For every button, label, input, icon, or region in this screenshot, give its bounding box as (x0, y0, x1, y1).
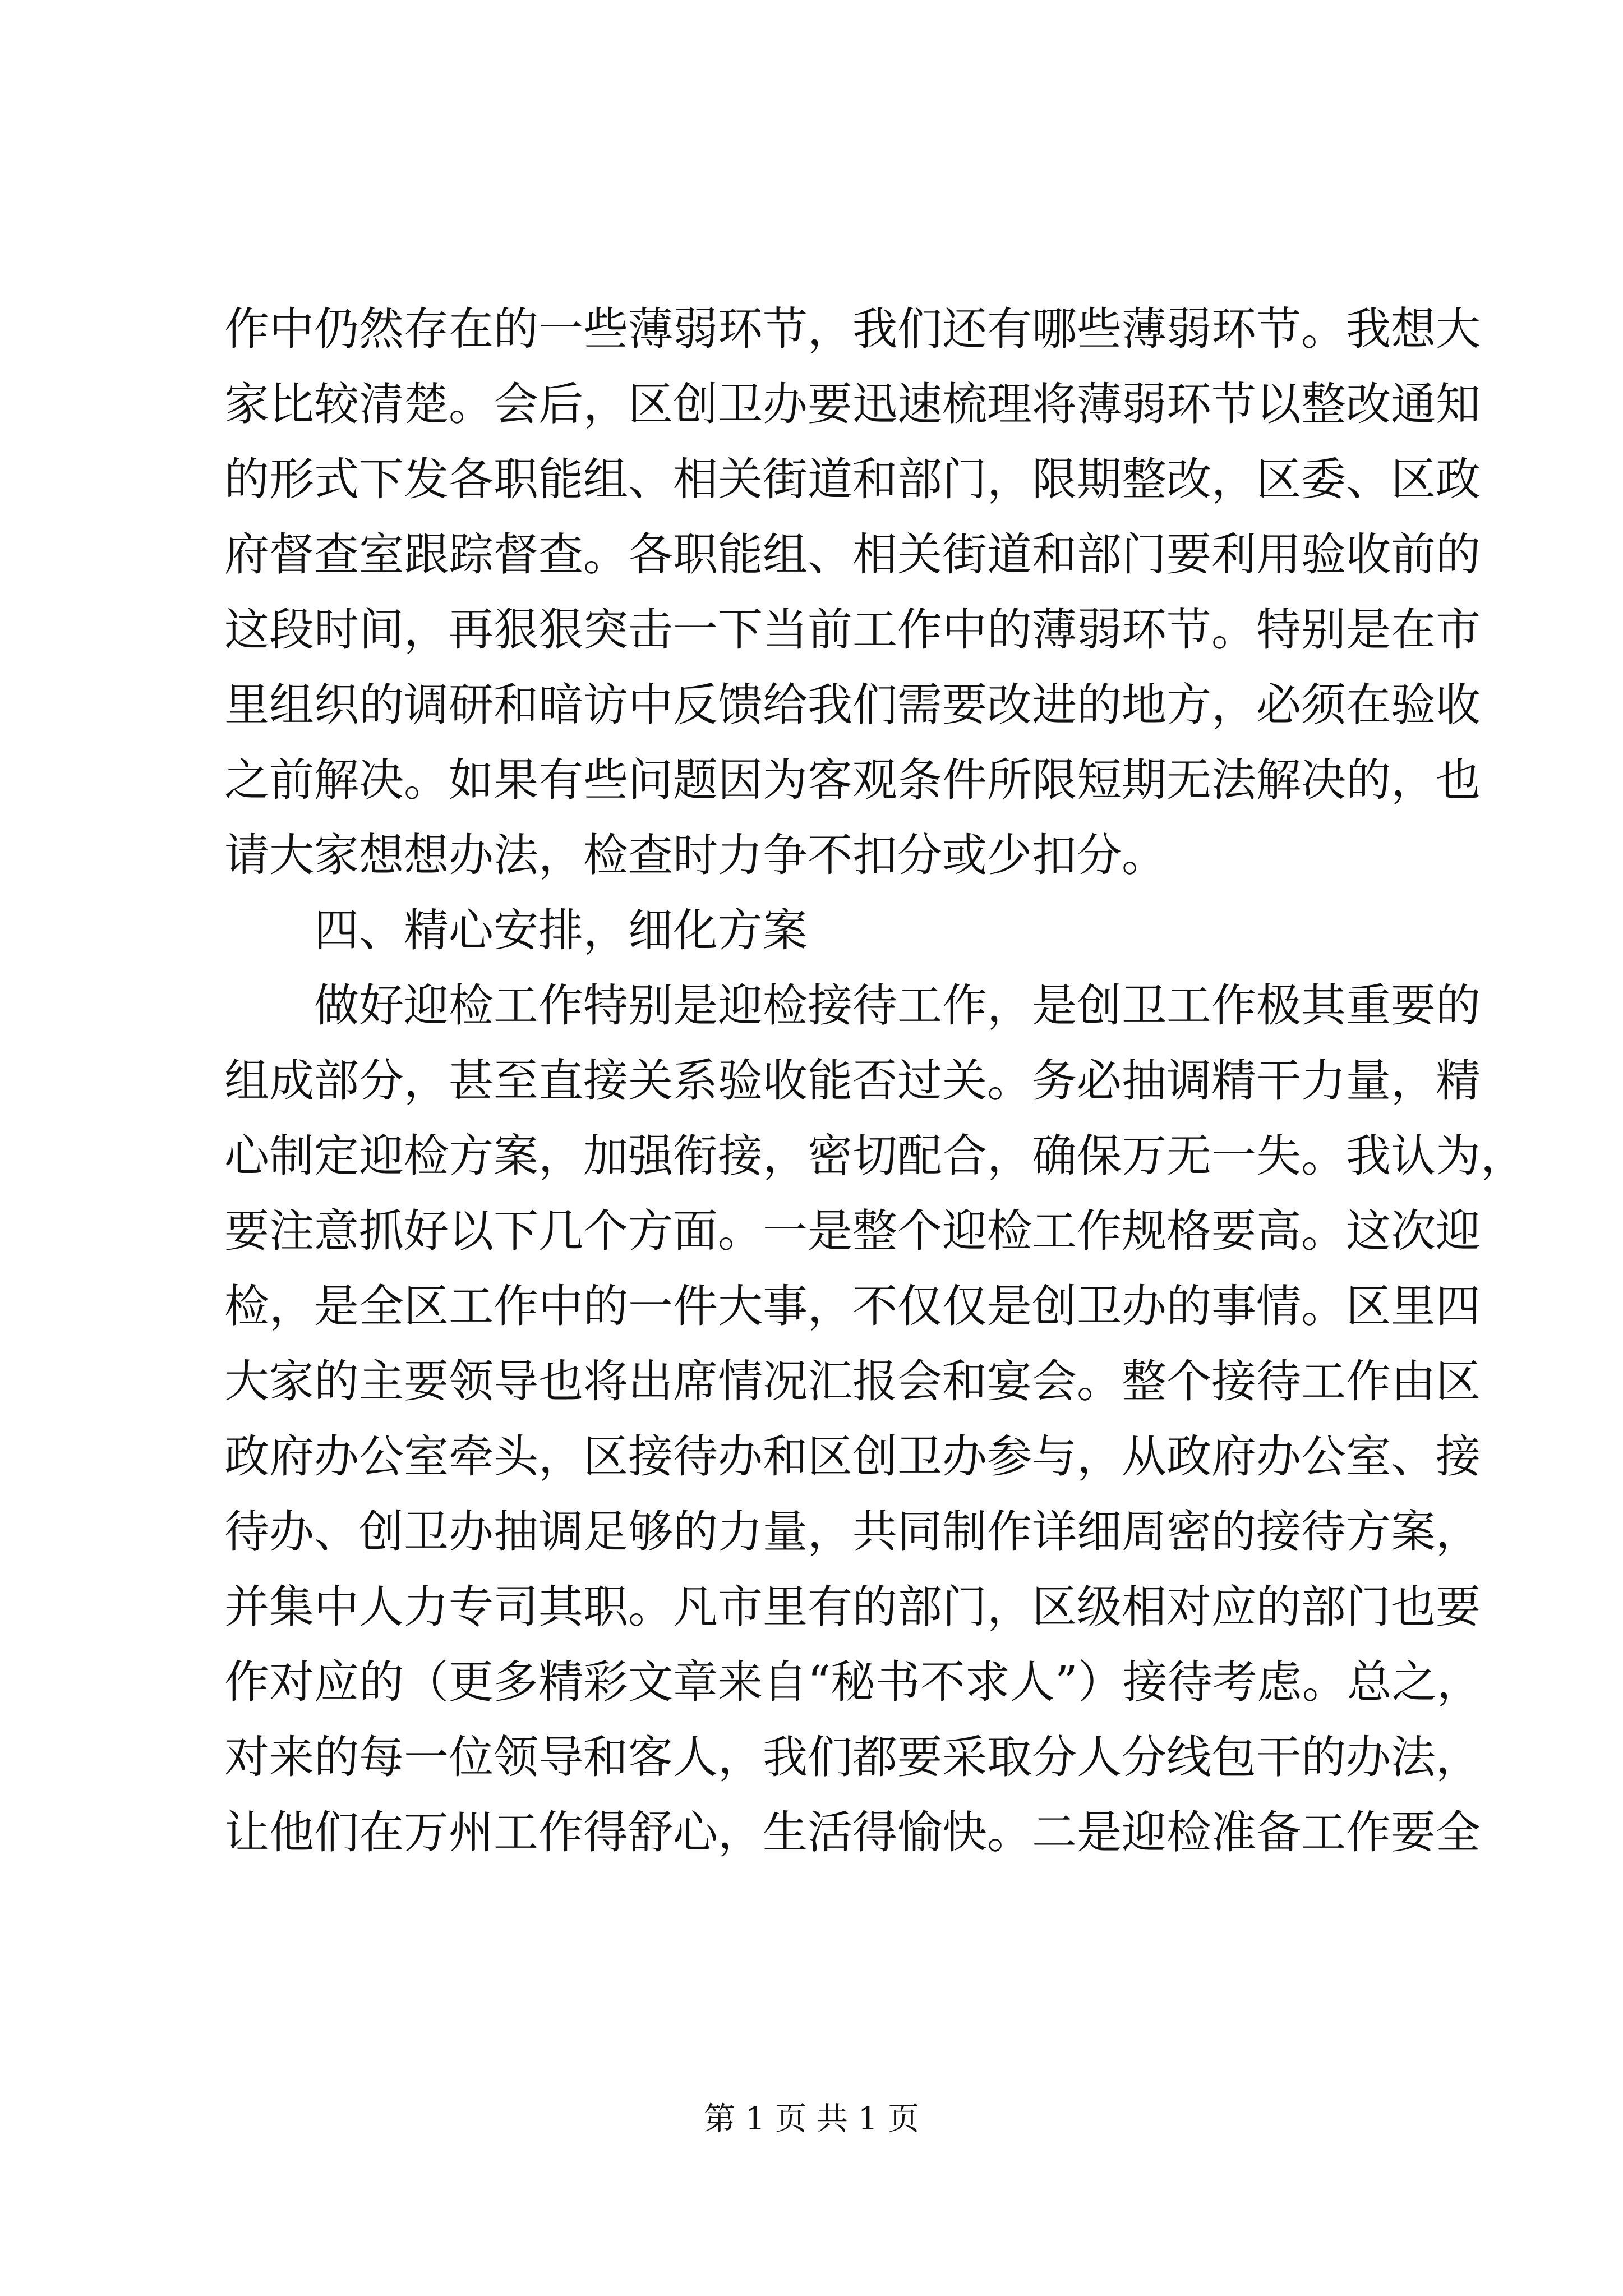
text-line: 请大家想想办法，检查时力争不扣分或少扣分。 (224, 829, 1166, 881)
text-line: 这段时间，再狠狠突击一下当前工作中的薄弱环节。特别是在市 (224, 604, 1481, 656)
text-line: 组成部分，甚至直接关系验收能否过关。务必抽调精干力量，精 (224, 1055, 1481, 1107)
text-line: 对来的每一位领导和客人，我们都要采取分人分线包干的办法， (224, 1731, 1481, 1783)
page-number-footer: 第 1 页 共 1 页 (703, 2101, 920, 2137)
text-line: 里组织的调研和暗访中反馈给我们需要改进的地方，必须在验收 (224, 679, 1481, 731)
paragraph-first-line: 做好迎检工作特别是迎检接待工作，是创卫工作极其重要的 (314, 979, 1481, 1032)
section-heading: 四、精心安排，细化方案 (314, 904, 808, 956)
text-line: 待办、创卫办抽调足够的力量，共同制作详细周密的接待方案， (224, 1506, 1481, 1558)
text-line: 府督查室跟踪督查。各职能组、相关街道和部门要利用验收前的 (224, 528, 1481, 581)
text-line: 的形式下发各职能组、相关街道和部门，限期整改，区委、区政 (224, 453, 1481, 505)
text-line: 政府办公室牵头，区接待办和区创卫办参与，从政府办公室、接 (224, 1430, 1481, 1483)
text-line: 心制定迎检方案，加强衔接，密切配合，确保万无一失。我认为， (224, 1130, 1525, 1182)
text-line: 检，是全区工作中的一件大事，不仅仅是创卫办的事情。区里四 (224, 1280, 1481, 1332)
text-line: 要注意抓好以下几个方面。一是整个迎检工作规格要高。这次迎 (224, 1205, 1481, 1257)
document-body (224, 292, 1525, 1870)
text-line: 家比较清楚。会后，区创卫办要迅速梳理将薄弱环节以整改通知 (224, 378, 1481, 430)
text-line: 并集中人力专司其职。凡市里有的部门，区级相对应的部门也要 (224, 1581, 1481, 1633)
text-line: 大家的主要领导也将出席情况汇报会和宴会。整个接待工作由区 (224, 1355, 1481, 1407)
text-line: 之前解决。如果有些问题因为客观条件所限短期无法解决的，也 (224, 754, 1481, 806)
text-line: 作中仍然存在的一些薄弱环节，我们还有哪些薄弱环节。我想大 (224, 303, 1481, 355)
text-line: 让他们在万州工作得舒心，生活得愉快。二是迎检准备工作要全 (224, 1806, 1481, 1858)
text-line: 作对应的（更多精彩文章来自“秘书不求人”）接待考虑。总之， (224, 1656, 1482, 1708)
